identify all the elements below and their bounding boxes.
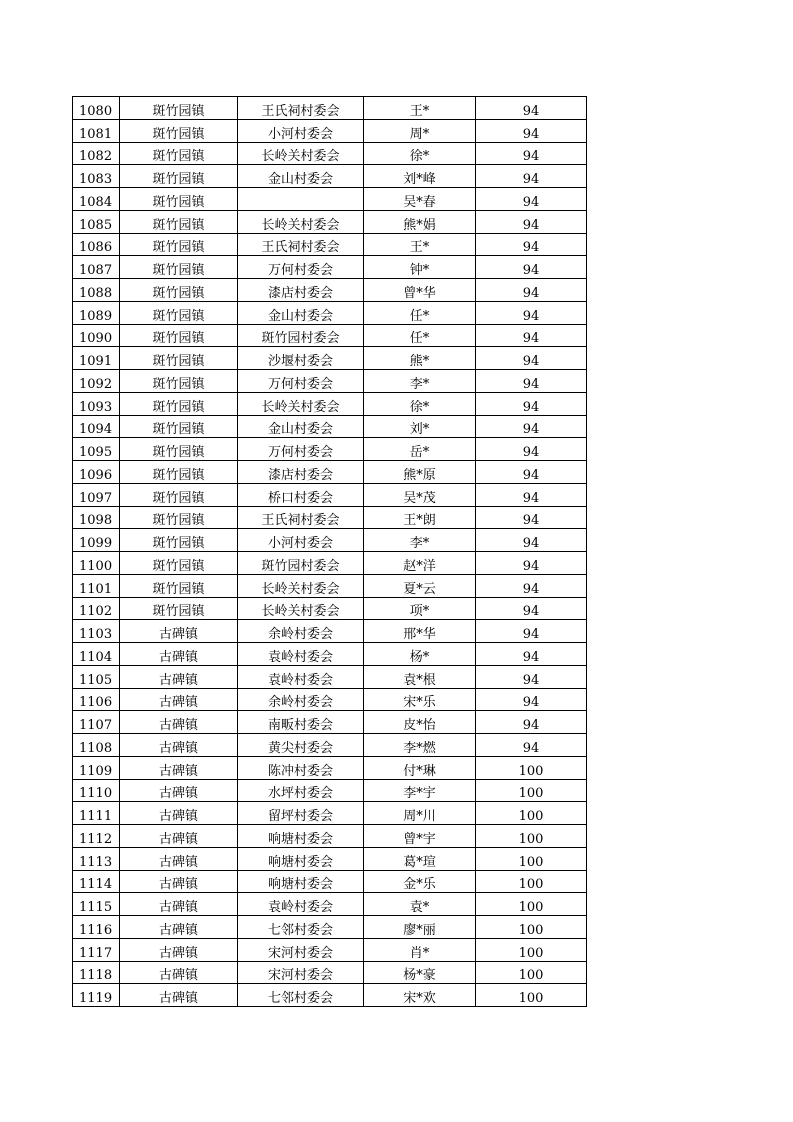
score-cell: 94 (476, 142, 587, 165)
table-row (73, 711, 587, 734)
village-committee-cell: 长岭关村委会 (238, 597, 364, 620)
town-cell: 斑竹园镇 (120, 415, 238, 438)
town-cell: 斑竹园镇 (120, 188, 238, 211)
village-committee-cell: 袁岭村委会 (238, 665, 364, 688)
score-cell: 94 (476, 574, 587, 597)
village-committee-cell: 七邻村委会 (238, 916, 364, 939)
table-row (73, 893, 587, 916)
row-number-cell: 1112 (73, 825, 120, 848)
town-cell: 斑竹园镇 (120, 210, 238, 233)
name-cell: 王* (364, 233, 476, 256)
table-row (73, 256, 587, 279)
village-committee-cell: 响塘村委会 (238, 870, 364, 893)
town-cell: 斑竹园镇 (120, 142, 238, 165)
row-number-cell: 1100 (73, 552, 120, 575)
table-row (73, 916, 587, 939)
name-cell: 廖*丽 (364, 916, 476, 939)
village-committee-cell: 万何村委会 (238, 256, 364, 279)
name-cell: 徐* (364, 392, 476, 415)
village-committee-cell: 长岭关村委会 (238, 392, 364, 415)
village-committee-cell: 漆店村委会 (238, 461, 364, 484)
name-cell: 王*朗 (364, 506, 476, 529)
village-committee-cell: 金山村委会 (238, 415, 364, 438)
name-cell: 曾*华 (364, 279, 476, 302)
row-number-cell: 1117 (73, 938, 120, 961)
village-committee-cell: 余岭村委会 (238, 688, 364, 711)
village-committee-cell: 响塘村委会 (238, 847, 364, 870)
score-cell: 100 (476, 825, 587, 848)
row-number-cell: 1104 (73, 643, 120, 666)
row-number-cell: 1090 (73, 324, 120, 347)
town-cell: 斑竹园镇 (120, 438, 238, 461)
village-committee-cell: 沙堰村委会 (238, 347, 364, 370)
name-cell: 夏*云 (364, 574, 476, 597)
table-row (73, 347, 587, 370)
score-cell: 94 (476, 688, 587, 711)
name-cell: 杨* (364, 643, 476, 666)
town-cell: 斑竹园镇 (120, 97, 238, 120)
town-cell: 古碑镇 (120, 984, 238, 1007)
table-row (73, 597, 587, 620)
town-cell: 斑竹园镇 (120, 574, 238, 597)
score-cell: 94 (476, 506, 587, 529)
table-row (73, 210, 587, 233)
row-number-cell: 1082 (73, 142, 120, 165)
town-cell: 古碑镇 (120, 961, 238, 984)
score-cell: 94 (476, 188, 587, 211)
row-number-cell: 1096 (73, 461, 120, 484)
town-cell: 古碑镇 (120, 916, 238, 939)
table-row (73, 938, 587, 961)
score-cell: 94 (476, 711, 587, 734)
row-number-cell: 1097 (73, 483, 120, 506)
village-committee-cell: 长岭关村委会 (238, 210, 364, 233)
name-cell: 周*川 (364, 802, 476, 825)
name-cell: 熊*原 (364, 461, 476, 484)
village-committee-cell: 金山村委会 (238, 301, 364, 324)
name-cell: 皮*怡 (364, 711, 476, 734)
table-row (73, 870, 587, 893)
town-cell: 古碑镇 (120, 870, 238, 893)
table-row (73, 643, 587, 666)
town-cell: 古碑镇 (120, 756, 238, 779)
town-cell: 古碑镇 (120, 847, 238, 870)
table-row (73, 165, 587, 188)
village-committee-cell: 宋河村委会 (238, 938, 364, 961)
village-committee-cell (238, 188, 364, 211)
table-row (73, 279, 587, 302)
score-cell: 94 (476, 324, 587, 347)
town-cell: 斑竹园镇 (120, 256, 238, 279)
table-row (73, 188, 587, 211)
table-body (73, 97, 587, 1007)
row-number-cell: 1081 (73, 119, 120, 142)
town-cell: 斑竹园镇 (120, 506, 238, 529)
score-cell: 94 (476, 483, 587, 506)
score-cell: 100 (476, 893, 587, 916)
row-number-cell: 1083 (73, 165, 120, 188)
village-committee-cell: 漆店村委会 (238, 279, 364, 302)
table-row (73, 984, 587, 1007)
town-cell: 斑竹园镇 (120, 165, 238, 188)
village-committee-cell: 小河村委会 (238, 119, 364, 142)
town-cell: 斑竹园镇 (120, 347, 238, 370)
score-cell: 94 (476, 97, 587, 120)
row-number-cell: 1095 (73, 438, 120, 461)
table-row (73, 847, 587, 870)
row-number-cell: 1115 (73, 893, 120, 916)
name-cell: 任* (364, 301, 476, 324)
name-cell: 熊*娟 (364, 210, 476, 233)
town-cell: 斑竹园镇 (120, 119, 238, 142)
table-row (73, 552, 587, 575)
name-cell: 李* (364, 529, 476, 552)
name-cell: 邢*华 (364, 620, 476, 643)
score-cell: 94 (476, 392, 587, 415)
row-number-cell: 1118 (73, 961, 120, 984)
table-row (73, 734, 587, 757)
village-committee-cell: 长岭关村委会 (238, 142, 364, 165)
town-cell: 古碑镇 (120, 620, 238, 643)
data-table (72, 96, 587, 1007)
name-cell: 肖* (364, 938, 476, 961)
village-committee-cell: 南畈村委会 (238, 711, 364, 734)
table-row (73, 802, 587, 825)
row-number-cell: 1094 (73, 415, 120, 438)
table-row (73, 779, 587, 802)
row-number-cell: 1105 (73, 665, 120, 688)
table-row (73, 415, 587, 438)
town-cell: 斑竹园镇 (120, 461, 238, 484)
row-number-cell: 1086 (73, 233, 120, 256)
town-cell: 斑竹园镇 (120, 301, 238, 324)
score-cell: 94 (476, 734, 587, 757)
town-cell: 古碑镇 (120, 779, 238, 802)
score-cell: 94 (476, 301, 587, 324)
score-cell: 100 (476, 756, 587, 779)
score-cell: 94 (476, 119, 587, 142)
town-cell: 古碑镇 (120, 825, 238, 848)
table-row (73, 756, 587, 779)
village-committee-cell: 黄尖村委会 (238, 734, 364, 757)
score-cell: 100 (476, 961, 587, 984)
row-number-cell: 1106 (73, 688, 120, 711)
name-cell: 任* (364, 324, 476, 347)
name-cell: 袁*根 (364, 665, 476, 688)
name-cell: 钟* (364, 256, 476, 279)
name-cell: 周* (364, 119, 476, 142)
score-cell: 100 (476, 916, 587, 939)
village-committee-cell: 王氏祠村委会 (238, 506, 364, 529)
name-cell: 吴*春 (364, 188, 476, 211)
row-number-cell: 1116 (73, 916, 120, 939)
village-committee-cell: 王氏祠村委会 (238, 233, 364, 256)
name-cell: 葛*瑄 (364, 847, 476, 870)
town-cell: 斑竹园镇 (120, 279, 238, 302)
table-row (73, 233, 587, 256)
score-cell: 100 (476, 984, 587, 1007)
score-cell: 94 (476, 165, 587, 188)
score-cell: 94 (476, 210, 587, 233)
score-cell: 94 (476, 620, 587, 643)
village-committee-cell: 七邻村委会 (238, 984, 364, 1007)
name-cell: 李*宇 (364, 779, 476, 802)
name-cell: 李*燃 (364, 734, 476, 757)
table-row (73, 483, 587, 506)
row-number-cell: 1114 (73, 870, 120, 893)
table-row (73, 142, 587, 165)
table-row (73, 825, 587, 848)
town-cell: 斑竹园镇 (120, 597, 238, 620)
row-number-cell: 1099 (73, 529, 120, 552)
village-committee-cell: 长岭关村委会 (238, 574, 364, 597)
score-cell: 100 (476, 870, 587, 893)
score-cell: 100 (476, 779, 587, 802)
row-number-cell: 1110 (73, 779, 120, 802)
score-cell: 94 (476, 256, 587, 279)
village-committee-cell: 斑竹园村委会 (238, 552, 364, 575)
town-cell: 古碑镇 (120, 802, 238, 825)
score-cell: 94 (476, 415, 587, 438)
town-cell: 古碑镇 (120, 665, 238, 688)
row-number-cell: 1080 (73, 97, 120, 120)
table-row (73, 97, 587, 120)
village-committee-cell: 桥口村委会 (238, 483, 364, 506)
name-cell: 熊* (364, 347, 476, 370)
score-cell: 94 (476, 643, 587, 666)
village-committee-cell: 万何村委会 (238, 370, 364, 393)
village-committee-cell: 留坪村委会 (238, 802, 364, 825)
name-cell: 刘* (364, 415, 476, 438)
village-committee-cell: 斑竹园村委会 (238, 324, 364, 347)
score-cell: 94 (476, 438, 587, 461)
town-cell: 古碑镇 (120, 734, 238, 757)
row-number-cell: 1102 (73, 597, 120, 620)
score-cell: 100 (476, 802, 587, 825)
row-number-cell: 1103 (73, 620, 120, 643)
score-cell: 94 (476, 597, 587, 620)
score-cell: 94 (476, 347, 587, 370)
table-row (73, 438, 587, 461)
table-row (73, 529, 587, 552)
row-number-cell: 1087 (73, 256, 120, 279)
town-cell: 古碑镇 (120, 711, 238, 734)
name-cell: 杨*豪 (364, 961, 476, 984)
name-cell: 宋*乐 (364, 688, 476, 711)
village-committee-cell: 袁岭村委会 (238, 893, 364, 916)
town-cell: 古碑镇 (120, 643, 238, 666)
town-cell: 斑竹园镇 (120, 392, 238, 415)
town-cell: 古碑镇 (120, 893, 238, 916)
town-cell: 斑竹园镇 (120, 233, 238, 256)
table-row (73, 119, 587, 142)
village-committee-cell: 万何村委会 (238, 438, 364, 461)
score-cell: 94 (476, 279, 587, 302)
score-cell: 100 (476, 938, 587, 961)
row-number-cell: 1108 (73, 734, 120, 757)
village-committee-cell: 水坪村委会 (238, 779, 364, 802)
score-cell: 94 (476, 529, 587, 552)
row-number-cell: 1111 (73, 802, 120, 825)
town-cell: 古碑镇 (120, 938, 238, 961)
table-row (73, 301, 587, 324)
name-cell: 刘*峰 (364, 165, 476, 188)
name-cell: 王* (364, 97, 476, 120)
row-number-cell: 1119 (73, 984, 120, 1007)
row-number-cell: 1101 (73, 574, 120, 597)
town-cell: 斑竹园镇 (120, 529, 238, 552)
table-row (73, 392, 587, 415)
row-number-cell: 1084 (73, 188, 120, 211)
table-row (73, 324, 587, 347)
score-cell: 94 (476, 233, 587, 256)
name-cell: 岳* (364, 438, 476, 461)
score-cell: 100 (476, 847, 587, 870)
name-cell: 徐* (364, 142, 476, 165)
score-cell: 94 (476, 552, 587, 575)
name-cell: 项* (364, 597, 476, 620)
row-number-cell: 1113 (73, 847, 120, 870)
table-row (73, 961, 587, 984)
table-row (73, 370, 587, 393)
row-number-cell: 1109 (73, 756, 120, 779)
name-cell: 赵*洋 (364, 552, 476, 575)
name-cell: 吴*茂 (364, 483, 476, 506)
town-cell: 斑竹园镇 (120, 324, 238, 347)
table-row (73, 506, 587, 529)
row-number-cell: 1092 (73, 370, 120, 393)
score-cell: 94 (476, 370, 587, 393)
score-cell: 94 (476, 461, 587, 484)
row-number-cell: 1085 (73, 210, 120, 233)
village-committee-cell: 陈冲村委会 (238, 756, 364, 779)
table-row (73, 461, 587, 484)
table-row (73, 665, 587, 688)
village-committee-cell: 金山村委会 (238, 165, 364, 188)
name-cell: 付*琳 (364, 756, 476, 779)
table-row (73, 574, 587, 597)
name-cell: 曾*宇 (364, 825, 476, 848)
town-cell: 斑竹园镇 (120, 552, 238, 575)
row-number-cell: 1093 (73, 392, 120, 415)
row-number-cell: 1091 (73, 347, 120, 370)
table-row (73, 620, 587, 643)
name-cell: 李* (364, 370, 476, 393)
row-number-cell: 1089 (73, 301, 120, 324)
town-cell: 斑竹园镇 (120, 483, 238, 506)
village-committee-cell: 余岭村委会 (238, 620, 364, 643)
row-number-cell: 1107 (73, 711, 120, 734)
village-committee-cell: 宋河村委会 (238, 961, 364, 984)
town-cell: 斑竹园镇 (120, 370, 238, 393)
town-cell: 古碑镇 (120, 688, 238, 711)
village-committee-cell: 响塘村委会 (238, 825, 364, 848)
name-cell: 袁* (364, 893, 476, 916)
name-cell: 金*乐 (364, 870, 476, 893)
village-committee-cell: 袁岭村委会 (238, 643, 364, 666)
table-row (73, 688, 587, 711)
village-committee-cell: 小河村委会 (238, 529, 364, 552)
score-cell: 94 (476, 665, 587, 688)
row-number-cell: 1088 (73, 279, 120, 302)
name-cell: 宋*欢 (364, 984, 476, 1007)
row-number-cell: 1098 (73, 506, 120, 529)
village-committee-cell: 王氏祠村委会 (238, 97, 364, 120)
